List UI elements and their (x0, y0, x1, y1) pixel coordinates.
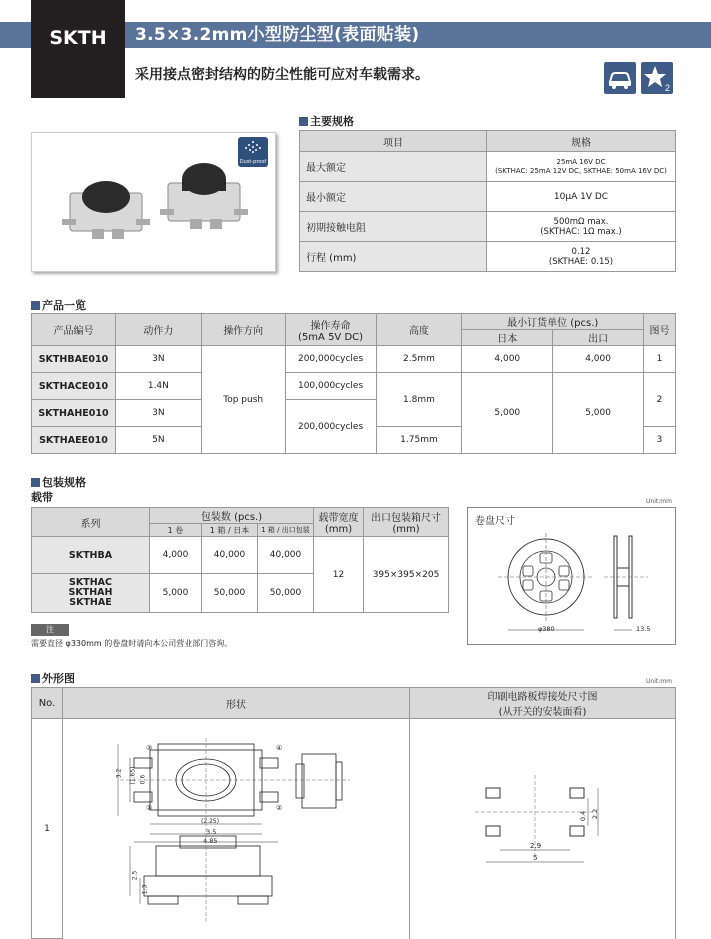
pcb-dim-2-2: 2.2 (591, 808, 600, 820)
packing-section-title: 包装规格 (31, 474, 86, 490)
page-subtitle: 采用接点密封结构的防尘性能可应对车载需求。 (135, 67, 429, 83)
spec-table: 项目 规格 最大额定 25mA 16V DC (SKTHAC: 25mA 12V DC, SKTHAE: 50mA 16V DC) 最小额定 10μA 1V DC 初期接触电阻 500mΩ max. (SKTHAC: 1Ω max.) 行程 (mm) 0.12 (SKTHAE: 0.15) (299, 130, 676, 272)
dust-proof-label: Dust-proof (239, 159, 267, 165)
dim-1-65: (1.65) (129, 766, 137, 785)
products-section-title: 产品一览 (31, 297, 86, 313)
product-list-table: 产品编号 动作力 操作方向 操作寿命 (5mA 5V DC) 高度 最小订货单位 (pcs.) 图号 日本 出口 SKTHBAE010 3N Top push 200,000cycles 2.5mm 4,000 4,000 1 SKTHACE010 1.4N 100,000cycles 1.8mm 5,000 5,000 2 SKTHAHE010 3N 200,000cycles SKTHAEE010 5N 1.75mm 3 (31, 313, 676, 454)
dim-2-25: (2.25) (201, 818, 220, 825)
terminal-1-label: ① (146, 804, 153, 812)
reel-width: 13.5 (636, 625, 651, 633)
outline-unit: Unit:mm (646, 678, 672, 685)
spec-section-title: 主要规格 (299, 113, 354, 129)
dust-proof-icon (238, 137, 268, 167)
dim-0-6: 0.6 (139, 774, 147, 785)
pcb-dim-5: 5 (533, 854, 538, 862)
terminal-3-label: ③ (146, 744, 153, 752)
series-code: SKTH (31, 0, 125, 98)
terminal-4-label: ④ (276, 744, 283, 752)
reel-title: 卷盘尺寸 (475, 516, 515, 527)
page-title: 3.5×3.2mm小型防尘型(表面贴装) (135, 25, 420, 45)
pcb-dim-0-4: 0.4 (579, 810, 588, 822)
dim-height-3-2: 3.2 (115, 768, 123, 779)
pcb-dim-2-9: 2.9 (530, 842, 542, 850)
dim-3-5: 3.5 (206, 828, 217, 836)
outline-table: No. 形状 印刷电路板焊接处尺寸图 (从开关的安装面看) 1 (31, 687, 676, 939)
automotive-icon (604, 62, 636, 94)
outline-row-number: 1 (32, 719, 63, 939)
shape-drawing (100, 738, 360, 928)
dim-4-85: 4.85 (203, 837, 218, 845)
reel-diameter: φ380 (538, 625, 555, 633)
outline-section-title: 外形图 (31, 670, 75, 686)
dim-1-3: 1.3 (141, 884, 149, 895)
packing-unit: Unit:mm (646, 498, 672, 505)
note-text: 需要直径 φ330mm 的卷盘时请向本公司营业部门咨询。 (31, 639, 233, 648)
svg-text:2: 2 (665, 83, 671, 93)
packing-subtitle: 载带 (31, 491, 53, 504)
reel-dimension-box (467, 507, 676, 645)
star-rank-icon (641, 62, 673, 94)
pcb-footprint-drawing (470, 770, 620, 870)
note-badge: 注 (31, 624, 69, 636)
packing-table: 系列 包装数 (pcs.) 载带宽度 (mm) 出口包装箱尺寸 (mm) 1 卷 1 箱 / 日本 1 箱 / 出口包装 SKTHBA 4,000 40,000 40,000 12 395×395×205 SKTHAC SKTHAH SKTHAE 5,000 50,000 50,000 (31, 507, 449, 613)
terminal-2-label: ② (276, 804, 283, 812)
dim-2-5: 2.5 (131, 870, 139, 881)
